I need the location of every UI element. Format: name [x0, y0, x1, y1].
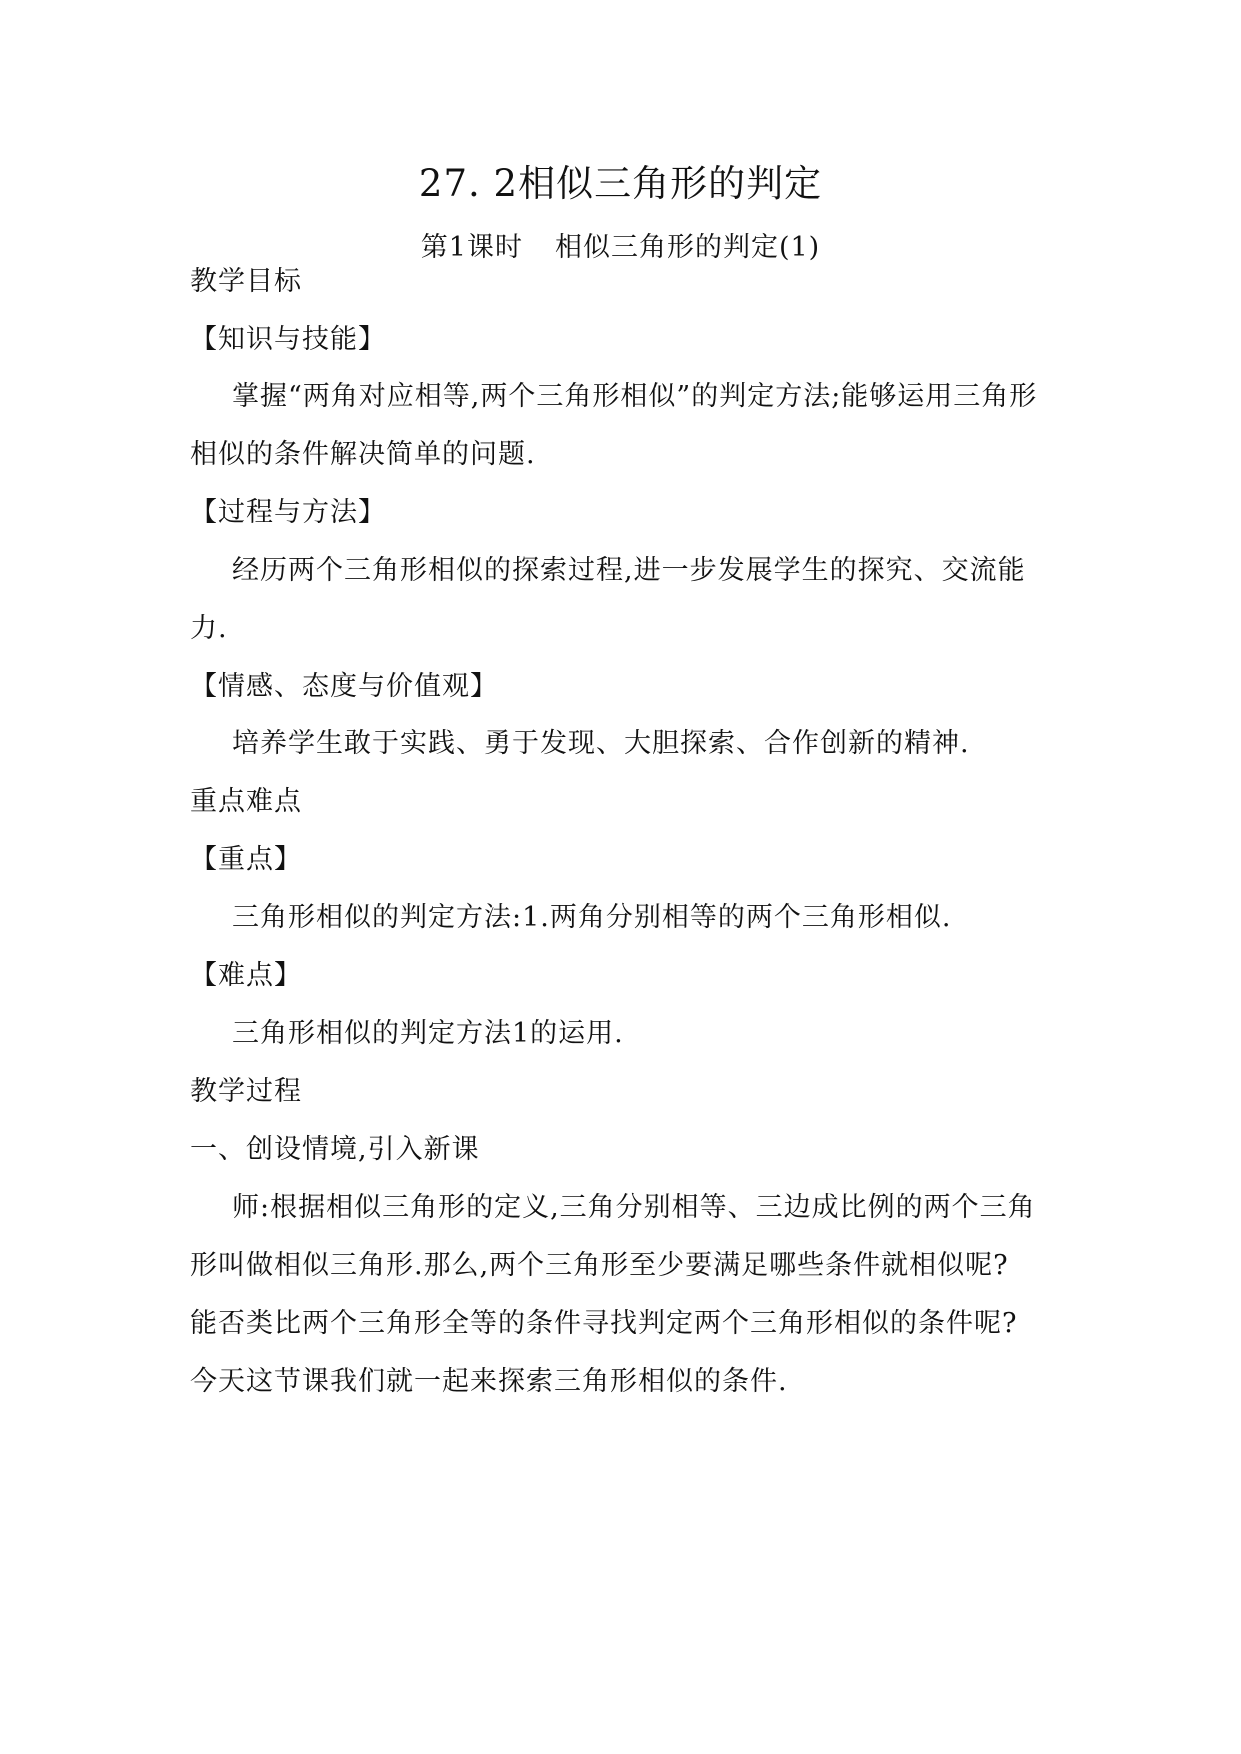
- section-heading-objectives: 教学目标: [190, 266, 302, 297]
- subtitle-topic: 相似三角形的判定(1): [554, 232, 821, 263]
- paragraph-line: 相似的条件解决简单的问题.: [190, 439, 536, 470]
- paragraph-line: 力.: [190, 613, 228, 644]
- paragraph-line: 经历两个三角形相似的探索过程,进一步发展学生的探究、交流能: [232, 555, 1026, 586]
- document-title: 27. 2相似三角形的判定: [418, 162, 823, 205]
- subheading-process-methods: 【过程与方法】: [190, 497, 386, 528]
- paragraph-line: 形叫做相似三角形.那么,两个三角形至少要满足哪些条件就相似呢?: [190, 1250, 1009, 1281]
- subheading-key-point: 【重点】: [190, 844, 302, 875]
- paragraph-line: 三角形相似的判定方法:1.两角分别相等的两个三角形相似.: [232, 902, 952, 933]
- paragraph-line: 能否类比两个三角形全等的条件寻找判定两个三角形相似的条件呢?: [190, 1308, 1018, 1339]
- paragraph-line: 今天这节课我们就一起来探索三角形相似的条件.: [190, 1366, 788, 1397]
- paragraph-line: 三角形相似的判定方法1的运用.: [232, 1018, 624, 1049]
- paragraph-line: 培养学生敢于实践、勇于发现、大胆探索、合作创新的精神.: [232, 728, 970, 759]
- subheading-introduction: 一、创设情境,引入新课: [190, 1134, 480, 1165]
- paragraph-line: 师:根据相似三角形的定义,三角分别相等、三边成比例的两个三角: [232, 1192, 1036, 1223]
- section-heading-teaching-process: 教学过程: [190, 1076, 302, 1107]
- subheading-difficulty: 【难点】: [190, 960, 302, 991]
- subheading-emotion-attitude-values: 【情感、态度与价值观】: [190, 671, 498, 702]
- paragraph-line: 掌握“两角对应相等,两个三角形相似”的判定方法;能够运用三角形: [232, 381, 1038, 412]
- subheading-knowledge-skills: 【知识与技能】: [190, 324, 386, 355]
- subtitle-lesson: 第1课时: [420, 232, 523, 263]
- section-heading-key-points: 重点难点: [190, 786, 302, 817]
